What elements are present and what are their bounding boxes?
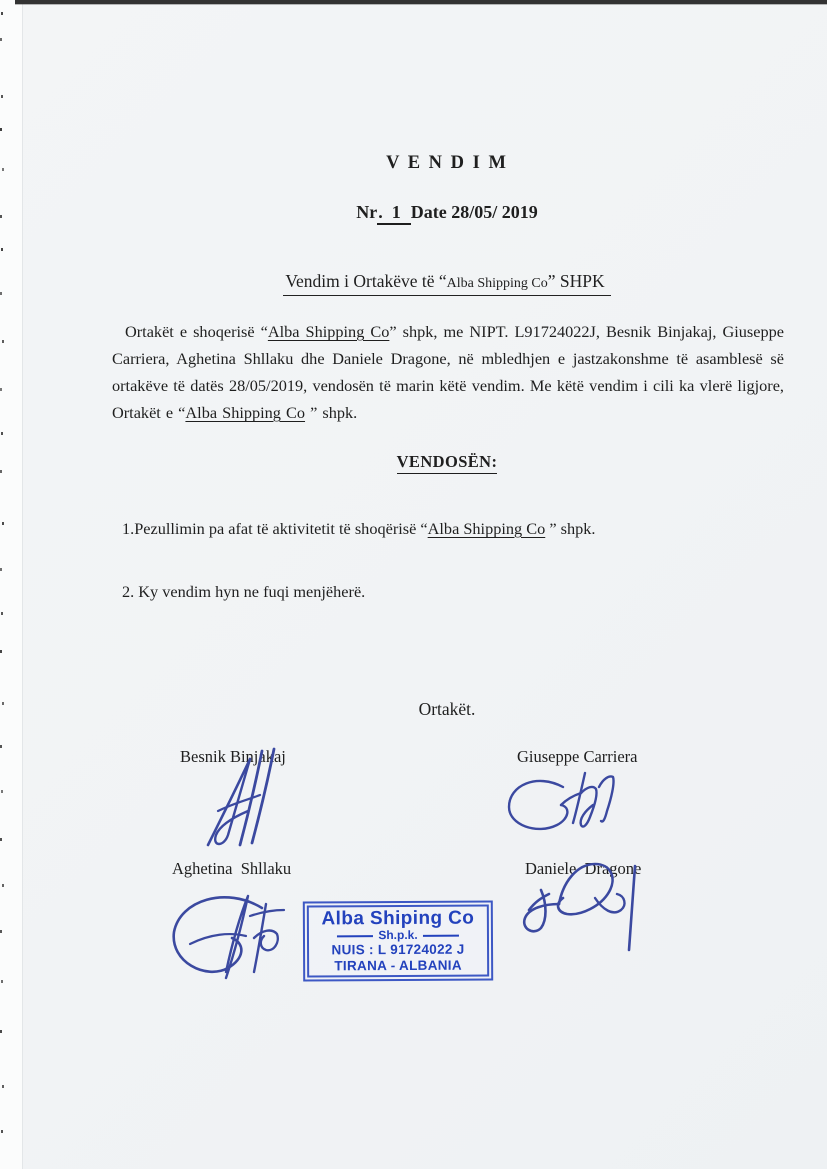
subtitle-pre: Vendim i Ortakëve të “	[285, 271, 447, 291]
signatory-name-daniele: Daniele Dragone	[525, 859, 642, 878]
decision-date: Date 28/05/ 2019	[410, 202, 538, 222]
giuseppe-signature	[497, 765, 632, 845]
signatory-name-besnik: Besnik Binjakaj	[180, 747, 286, 766]
decision-number: . 1	[377, 202, 411, 225]
signatories-heading: Ortakët.	[418, 699, 476, 719]
document-subtitle	[112, 271, 782, 296]
intro-part3: ” shpk.	[305, 403, 358, 422]
stamp-company-name: Alba Shiping Co	[321, 907, 475, 930]
intro-part1: Ortakët e shoqerisë “	[125, 322, 268, 341]
decision-1-pre: 1.Pezullimin pa afat të aktivitetit të shoqërisë “	[122, 519, 428, 538]
scan-artifacts	[0, 0, 2, 3]
subtitle-company-name: Alba Shipping Co	[446, 276, 548, 291]
decision-1-company-name: Alba Shipping Co	[427, 519, 546, 538]
stamp-dash-left	[337, 935, 373, 937]
document-number-line	[112, 202, 782, 223]
decision-1-post: ” shpk.	[545, 519, 596, 538]
stamp-location: TIRANA - ALBANIA	[334, 957, 462, 974]
scan-top-edge	[15, 0, 827, 4]
company-stamp	[303, 901, 493, 982]
decision-item-2: 2. Ky vendim hyn ne fuqi menjëherë.	[122, 582, 366, 601]
stamp-nuis: NUIS : L 91724022 J	[331, 941, 465, 958]
intro-paragraph	[112, 318, 784, 426]
intro-company-name-2: Alba Shipping Co	[185, 403, 306, 422]
aghetina-signature	[162, 882, 307, 987]
stamp-dash-right	[423, 934, 459, 936]
intro-part2: ” shpk, me NIPT. L91724022J, Besnik Binjakaj, Giuseppe Carriera, Aghetina Shllaku dhe Daniele Dragone, në mbledhjen e jastzakonshme të asamblesë së ortakëve të datës 28/05/2019, vendosën të marin këtë vendim. Me këtë vendim i cili ka vlerë ligjore, Ortakët e “	[112, 322, 784, 422]
scan-edge-strip	[0, 0, 23, 1169]
signatory-name-giuseppe: Giuseppe Carriera	[517, 747, 638, 766]
stamp-legal-form: Sh.p.k.	[332, 929, 463, 943]
signatory-name-aghetina: Aghetina Shllaku	[172, 859, 292, 878]
decision-heading: VENDOSËN:	[112, 452, 782, 472]
subtitle-post: ” SHPK	[547, 271, 605, 291]
decision-item-1	[122, 519, 772, 539]
intro-company-name-1: Alba Shipping Co	[267, 322, 390, 341]
document-title: V E N D I M	[386, 153, 508, 173]
number-label: Nr	[356, 202, 378, 222]
